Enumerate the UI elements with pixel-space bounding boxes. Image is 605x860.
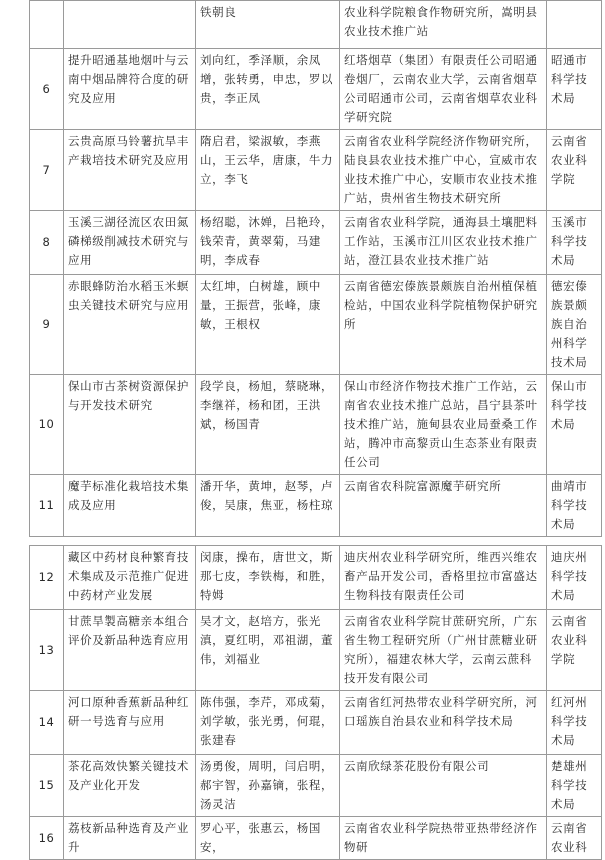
- row-number: 7: [30, 130, 64, 211]
- project-name: 保山市古茶树资源保护与开发技术研究: [64, 375, 196, 475]
- table-row: [30, 546, 602, 610]
- recommending-unit: 昭通市科学技术局: [547, 49, 602, 130]
- project-name: 甘蔗旱製高糖亲本组合评价及新品种选育应用: [64, 610, 196, 691]
- recommending-unit: 迪庆州科学技术局: [547, 546, 602, 610]
- units: 保山市经济作物技术推广工作站，云南省农业技术推广总站，昌宁县茶叶技术推广站，施甸县农业局蚕桑工作站，腾冲市高黎贡山生态茶业有限责任公司: [340, 375, 547, 475]
- units: 云南省农业科学院，通海县土壤肥料工作站，玉溪市江川区农业技术推广站，澄江县农业技术推广站: [340, 211, 547, 275]
- participants: 太红坤，白树雄，顾中量，王振营，张峰，康敏，王根权: [196, 275, 340, 375]
- participants: 段学良，杨旭，蔡晓琳，李继祥，杨和团，王洪斌，杨国青: [196, 375, 340, 475]
- row-number: 14: [30, 691, 64, 755]
- project-name: 魔芋标准化栽培技术集成及应用: [64, 475, 196, 537]
- row-number: 12: [30, 546, 64, 610]
- units: 云南省农业科学院甘蔗研究所，广东省生物工程研究所（广州甘蔗糖业研究所），福建农林大学，云南云蔗科技开发有限公司: [340, 610, 547, 691]
- project-name: 云贵高原马铃薯抗旱丰产栽培技术研究及应用: [64, 130, 196, 211]
- table-row: [30, 49, 602, 130]
- table-row: [30, 755, 602, 817]
- row-number: 6: [30, 49, 64, 130]
- project-name: 藏区中药材良种繁育技术集成及示范推广促进中药材产业发展: [64, 546, 196, 610]
- participants: 陈伟强，李芹，邓成菊，刘学敏，张光勇，何琨，张建春: [196, 691, 340, 755]
- project-name: 赤眼蜂防治水稻玉米螟虫关键技术研究与应用: [64, 275, 196, 375]
- table-row: [30, 275, 602, 375]
- recommending-unit: [547, 1, 602, 49]
- awards-table: [29, 0, 602, 860]
- row-number: 9: [30, 275, 64, 375]
- units: 云南省德宏傣族景颇族自治州植保植检站，中国农业科学院植物保护研究所: [340, 275, 547, 375]
- row-number: 13: [30, 610, 64, 691]
- table-row: [30, 475, 602, 537]
- recommending-unit: 楚雄州科学技术局: [547, 755, 602, 817]
- table-row: [30, 130, 602, 211]
- table-gap: [30, 537, 602, 546]
- table-row: [30, 817, 602, 860]
- row-number: 15: [30, 755, 64, 817]
- row-number: 8: [30, 211, 64, 275]
- project-name: 河口原种香蕉新品种红研一号选育与应用: [64, 691, 196, 755]
- units: 云南省农科院富源魔芋研究所: [340, 475, 547, 537]
- participants: 刘向红，季泽顺，余凤增，张转勇，申忠，罗以贵，李正凤: [196, 49, 340, 130]
- recommending-unit: 玉溪市科学技术局: [547, 211, 602, 275]
- row-number: 16: [30, 817, 64, 860]
- recommending-unit: 云南省农业科学院: [547, 610, 602, 691]
- table-row: [30, 1, 602, 49]
- units: 云南省农业科学院热带亚热带经济作物研: [340, 817, 547, 860]
- participants: 杨绍聪，沐婵，吕艳玲，钱荣青，黄翠菊，马建明，李成春: [196, 211, 340, 275]
- project-name: 荔枝新品种选育及产业升: [64, 817, 196, 860]
- table-row: [30, 375, 602, 475]
- participants: 潘开华，黄坤，赵琴，卢俊，吴康，焦亚，杨柱琼: [196, 475, 340, 537]
- project-name: 玉溪三湖径流区农田氮磷梯级削减技术研究与应用: [64, 211, 196, 275]
- recommending-unit: 云南省农业科: [547, 817, 602, 860]
- recommending-unit: 红河州科学技术局: [547, 691, 602, 755]
- units: 云南欣绿茶花股份有限公司: [340, 755, 547, 817]
- row-number: [30, 1, 64, 49]
- participants: 罗心平，张惠云，杨国安，: [196, 817, 340, 860]
- units: 云南省农业科学院经济作物研究所，陆良县农业技术推广中心，宣威市农业技术推广中心，安顺市农业技术推广站，贵州省生物技术研究所: [340, 130, 547, 211]
- row-number: 11: [30, 475, 64, 537]
- units: 云南省红河热带农业科学研究所，河口瑶族自治县农业和科学技术局: [340, 691, 547, 755]
- participants: 铁朝良: [196, 1, 340, 49]
- project-name: 提升昭通基地烟叶与云南中烟品牌符合度的研究及应用: [64, 49, 196, 130]
- participants: 汤勇俊，周明，闫启明，郝宇智，孙嘉镝，张程，汤灵洁: [196, 755, 340, 817]
- table-row: [30, 691, 602, 755]
- units: 红塔烟草（集团）有限责任公司昭通卷烟厂，云南农业大学，云南省烟草公司昭通市公司，云南省烟草农业科学研究院: [340, 49, 547, 130]
- units: 迪庆州农业科学研究所，维西兴维农畜产品开发公司，香格里拉市富盛达生物科技有限责任公司: [340, 546, 547, 610]
- participants: 吴才文，赵培方，张光滇，夏红明，邓祖湖，董伟，刘福业: [196, 610, 340, 691]
- recommending-unit: 德宏傣族景颇族自治州科学技术局: [547, 275, 602, 375]
- table-row: [30, 610, 602, 691]
- recommending-unit: 保山市科学技术局: [547, 375, 602, 475]
- units: 农业科学院粮食作物研究所，嵩明县农业技术推广站: [340, 1, 547, 49]
- recommending-unit: 曲靖市科学技术局: [547, 475, 602, 537]
- participants: 闵康，操布，唐世文，斯那七皮，李铁梅，和胜，特姆: [196, 546, 340, 610]
- participants: 隋启君，梁淑敏，李燕山，王云华，唐康，牛力立，李飞: [196, 130, 340, 211]
- row-number: 10: [30, 375, 64, 475]
- project-name: 茶花高效快繁关键技术及产业化开发: [64, 755, 196, 817]
- project-name: [64, 1, 196, 49]
- table-row: [30, 211, 602, 275]
- recommending-unit: 云南省农业科学院: [547, 130, 602, 211]
